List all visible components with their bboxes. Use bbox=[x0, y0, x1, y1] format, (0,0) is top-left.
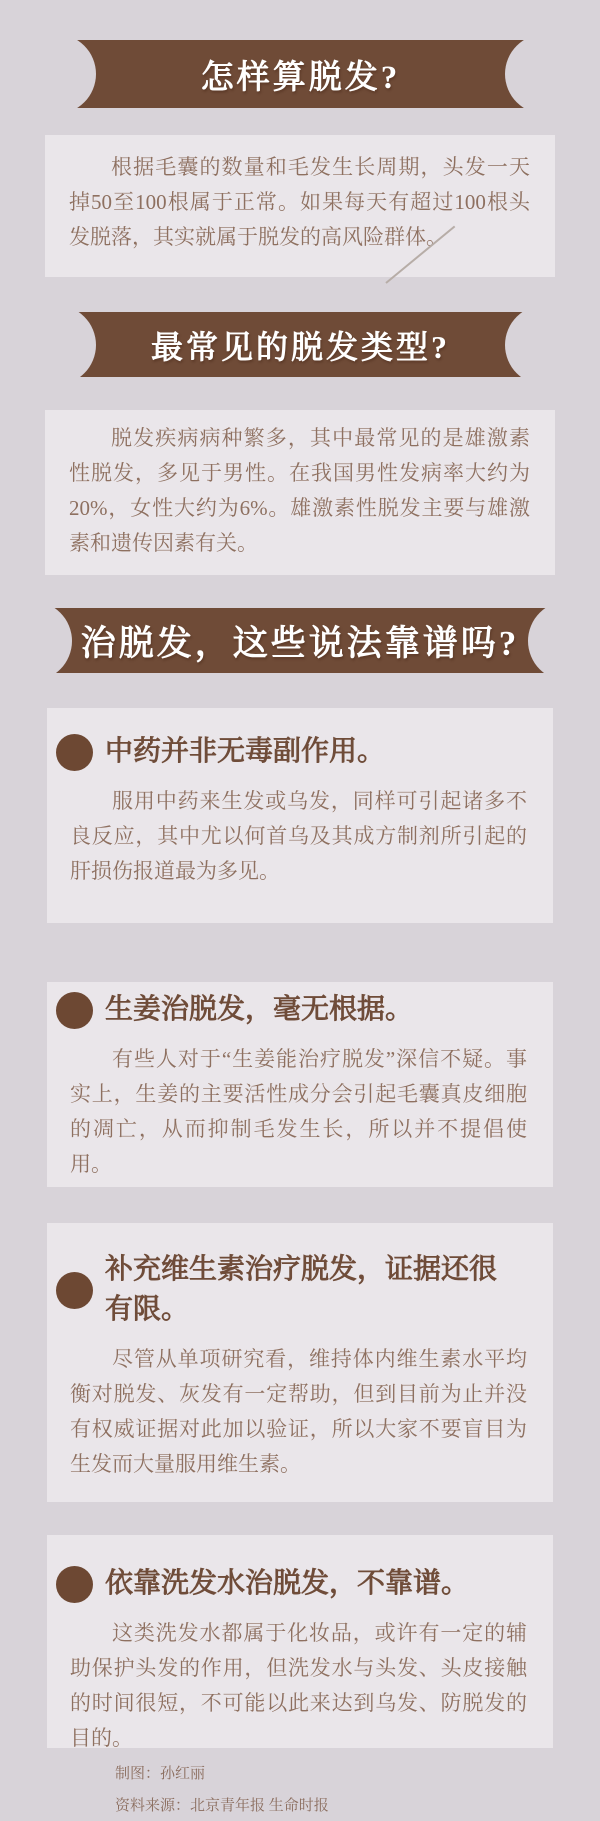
claim-heading-row bbox=[47, 732, 553, 772]
claim-heading: 生姜治脱发，毫无根据。 bbox=[105, 994, 414, 1025]
footer-credits bbox=[115, 1758, 329, 1821]
claim-heading: 中药并非无毒副作用。 bbox=[105, 736, 386, 767]
bullet-circle-icon bbox=[56, 1566, 93, 1603]
bullet-circle-icon bbox=[56, 992, 93, 1029]
banner-title: 怎样算脱发? bbox=[200, 59, 401, 96]
claim-box-vitamins bbox=[47, 1223, 553, 1502]
claim-body: 尽管从单项研究看，维持体内维生素水平均衡对脱发、灰发有一定帮助，但到目前为止并没有权威证据对此加以验证，所以大家不要盲目为生发而大量服用维生素。 bbox=[70, 1347, 527, 1476]
claim-box-ginger bbox=[47, 982, 553, 1187]
claim-body: 有些人对于“生姜能治疗脱发”深信不疑。事实上，生姜的主要活性成分会引起毛囊真皮细胞的凋亡，从而抑制毛发生长，所以并不提倡使用。 bbox=[70, 1047, 527, 1176]
banner-title: 治脱发，这些说法靠谱吗? bbox=[80, 623, 520, 663]
claim-heading: 依靠洗发水治脱发，不靠谱。 bbox=[105, 1568, 470, 1599]
section-banner-what-counts bbox=[77, 40, 524, 108]
claim-box-shampoo bbox=[47, 1535, 553, 1748]
info-box-what-counts bbox=[45, 135, 555, 277]
info-text: 脱发疾病病种繁多，其中最常见的是雄激素性脱发，多见于男性。在我国男性发病率大约为20%，女性大约为6%。雄激素性脱发主要与雄激素和遗传因素有关。 bbox=[69, 426, 530, 555]
info-text: 根据毛囊的数量和毛发生长周期，头发一天掉50至100根属于正常。如果每天有超过100根头发脱落，其实就属于脱发的高风险群体。 bbox=[69, 155, 530, 249]
claim-heading-row bbox=[47, 1564, 553, 1604]
claim-heading: 补充维生素治疗脱发，证据还很有限。 bbox=[105, 1254, 498, 1325]
claim-heading-row bbox=[47, 990, 553, 1030]
info-box-common-types bbox=[45, 410, 555, 575]
bullet-circle-icon bbox=[56, 1272, 93, 1309]
claim-body: 服用中药来生发或乌发，同样可引起诸多不良反应，其中尤以何首乌及其成方制剂所引起的肝损伤报道最为多见。 bbox=[70, 789, 527, 883]
credit-line: 制图：孙红丽 bbox=[115, 1766, 206, 1782]
claim-box-chinese-medicine bbox=[47, 708, 553, 923]
section-banner-claims bbox=[53, 608, 547, 673]
section-banner-common-types bbox=[77, 312, 524, 377]
source-line: 资料来源：北京青年报 生命时报 bbox=[115, 1798, 329, 1814]
claim-body: 这类洗发水都属于化妆品，或许有一定的辅助保护头发的作用，但洗发水与头发、头皮接触的时间很短，不可能以此来达到乌发、防脱发的目的。 bbox=[70, 1621, 527, 1750]
claim-heading-row bbox=[47, 1250, 553, 1330]
bullet-circle-icon bbox=[56, 734, 93, 771]
banner-title: 最常见的脱发类型? bbox=[150, 328, 450, 365]
